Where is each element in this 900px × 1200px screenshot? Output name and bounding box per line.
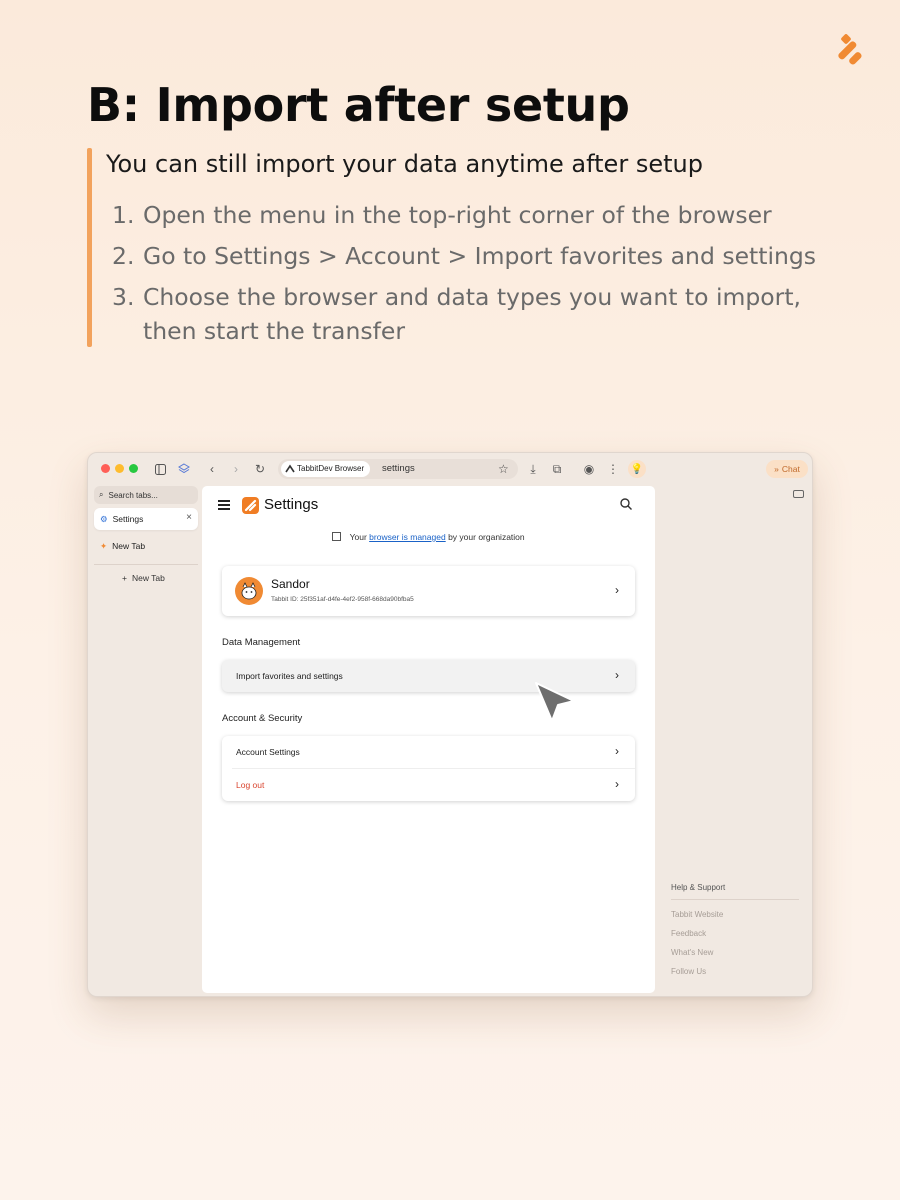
forward-icon[interactable]: ›	[234, 462, 238, 476]
close-window-button[interactable]	[101, 464, 110, 473]
profile-icon[interactable]: ◉	[583, 462, 595, 476]
tab-label: New Tab	[112, 541, 146, 551]
url-text: settings	[382, 463, 415, 474]
new-tab-button[interactable]	[122, 573, 165, 583]
chevrons-right-icon: »	[774, 464, 779, 474]
settings-title: Settings	[264, 496, 319, 513]
step-number: 2.	[112, 242, 135, 270]
help-link-website[interactable]: Tabbit Website	[671, 910, 724, 919]
steps-list	[112, 198, 832, 355]
subtitle: You can still import your data anytime after setup	[106, 150, 703, 178]
site-chip-label: TabbitDev Browser	[297, 464, 365, 473]
step-item	[112, 239, 832, 273]
step-number: 3.	[112, 283, 135, 311]
tab-settings[interactable]	[94, 508, 198, 530]
account-security-heading: Account & Security	[222, 713, 303, 724]
search-tabs-placeholder: Search tabs...	[108, 490, 158, 500]
panel-toggle-icon[interactable]	[793, 490, 804, 498]
gear-icon: ⚙	[100, 513, 108, 524]
logout-row[interactable]: Log out	[236, 780, 265, 790]
managed-suffix: by your organization	[448, 532, 525, 542]
settings-panel	[202, 486, 655, 993]
help-link-whats-new[interactable]: What's New	[671, 948, 714, 957]
browser-window	[87, 452, 813, 997]
step-number: 1.	[112, 201, 135, 229]
browser-toolbar	[88, 453, 812, 485]
profile-name: Sandor	[271, 577, 310, 591]
reload-icon[interactable]: ↻	[254, 462, 266, 476]
step-text: Choose the browser and data types you want to import, then start the transfer	[143, 283, 802, 345]
managed-notice	[202, 532, 655, 542]
maximize-window-button[interactable]	[129, 464, 138, 473]
managed-prefix: Your	[349, 532, 367, 542]
close-tab-icon[interactable]: ×	[186, 512, 192, 523]
divider	[232, 768, 635, 769]
site-chip[interactable]	[281, 461, 370, 477]
account-card	[222, 736, 635, 801]
download-icon[interactable]: ⤓	[530, 461, 536, 476]
tabbit-logo-icon	[285, 464, 295, 474]
more-icon[interactable]: ⋮	[607, 462, 619, 476]
help-title: Help & Support	[671, 883, 726, 892]
tabbit-logo-icon: ✦	[100, 540, 108, 551]
brand-logo-icon	[832, 31, 868, 67]
chevron-right-icon: ›	[615, 777, 619, 791]
chat-button[interactable]	[766, 460, 808, 478]
chevron-right-icon: ›	[615, 668, 619, 682]
new-tab-label: New Tab	[131, 573, 165, 583]
search-icon: ⌕	[99, 490, 104, 499]
search-icon[interactable]	[619, 497, 633, 511]
help-divider	[671, 899, 799, 900]
tab-new-tab[interactable]	[94, 535, 198, 557]
back-icon[interactable]: ‹	[210, 462, 214, 476]
address-bar[interactable]	[278, 459, 518, 479]
step-item	[112, 280, 832, 348]
sidebar-toggle-icon[interactable]	[152, 461, 168, 477]
help-link-follow-us[interactable]: Follow Us	[671, 967, 707, 976]
data-management-heading: Data Management	[222, 637, 301, 648]
chevron-right-icon: ›	[615, 583, 619, 597]
search-tabs-input[interactable]	[94, 486, 198, 504]
tabs-sidebar	[88, 485, 202, 996]
star-icon[interactable]: ☆	[498, 462, 509, 476]
help-support	[671, 883, 799, 986]
account-settings-row[interactable]: Account Settings	[236, 747, 300, 757]
lightbulb-icon[interactable]: 💡	[628, 460, 646, 478]
menu-icon[interactable]	[218, 500, 230, 510]
step-text: Open the menu in the top-right corner of the browser	[143, 201, 772, 229]
building-icon	[332, 532, 341, 541]
tab-label: Settings	[112, 514, 144, 524]
minimize-window-button[interactable]	[115, 464, 124, 473]
plus-icon: +	[122, 573, 127, 583]
chat-label: Chat	[781, 464, 800, 474]
chevron-right-icon: ›	[615, 744, 619, 758]
managed-link[interactable]: browser is managed	[369, 532, 446, 542]
sidebar-divider	[94, 564, 198, 565]
extensions-icon[interactable]: ⧉	[552, 461, 562, 476]
avatar	[235, 577, 263, 605]
layers-icon[interactable]	[176, 461, 192, 477]
step-item	[112, 198, 832, 232]
accent-bar	[87, 148, 92, 347]
profile-card[interactable]	[222, 566, 635, 616]
tabbit-logo-icon	[242, 497, 259, 514]
step-text: Go to Settings > Account > Import favorites and settings	[143, 242, 817, 270]
page-title: B: Import after setup	[87, 78, 630, 132]
cursor-arrow-icon	[534, 681, 584, 731]
profile-id: Tabbit ID: 25f351af-d4fe-4ef2-958f-668da90bfba5	[271, 596, 414, 603]
help-link-feedback[interactable]: Feedback	[671, 929, 707, 938]
import-label: Import favorites and settings	[236, 671, 343, 681]
